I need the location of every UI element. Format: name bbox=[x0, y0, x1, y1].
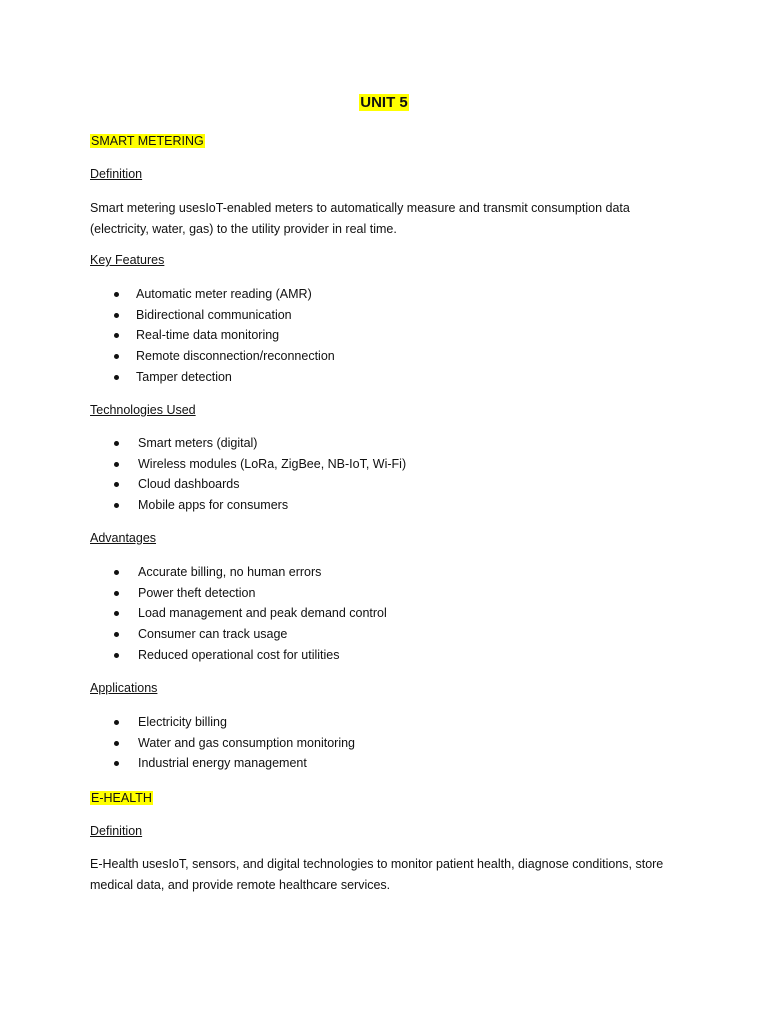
definition-line: Smart metering usesIoT-enabled meters to automatically measure and transmit consumption data bbox=[90, 201, 630, 215]
definition-line: E-Health usesIoT, sensors, and digital technologies to monitor patient health, diagnose conditions, store bbox=[90, 857, 664, 871]
bullet-icon bbox=[114, 292, 119, 297]
definition-paragraph bbox=[90, 854, 690, 895]
bullet-icon bbox=[114, 632, 119, 637]
subheading-definition: Definition bbox=[90, 824, 143, 838]
bullet-icon bbox=[114, 441, 119, 446]
bullet-icon bbox=[114, 761, 119, 766]
definition-line: (electricity, water, gas) to the utility provider in real time. bbox=[90, 221, 397, 236]
bullet-icon bbox=[114, 354, 119, 359]
subheading-definition: Definition bbox=[90, 167, 143, 181]
unit-title-text: UNIT 5 bbox=[360, 94, 408, 111]
section-heading-e-health bbox=[90, 789, 153, 807]
definition-paragraph bbox=[90, 198, 690, 239]
bullet-icon bbox=[114, 570, 119, 575]
subheading-advantages: Advantages bbox=[90, 531, 157, 545]
subheading-applications: Applications bbox=[90, 681, 158, 695]
bullet-icon bbox=[114, 462, 119, 467]
unit-title bbox=[0, 92, 768, 114]
bullet-icon bbox=[114, 653, 119, 658]
bullet-icon bbox=[114, 741, 119, 746]
bullet-icon bbox=[114, 591, 119, 596]
document-page: UNIT 5 SMART METERING Definition Smart metering usesIoT-enabled meters to automatically measure and transmit consumption data (electricity, water, gas) to the utility provider in real time. Key Features Automatic meter reading (AMR) Bidirectional communication Real-time data monitoring Remote disconnection/reconnection Tamper detection Technologies Used Smart meters (digital) Wireless modules (LoRa, ZigBee, NB-IoT, Wi-Fi) Cloud dashboards Mobile apps for consumers Advantages Accurate billing, no human errors Power theft detection Load management and peak demand control Consumer can track usage Reduced operational cost for utilities Applications Electricity billing Water and gas consumption monitoring Industrial energy management E-HEALTH Definition E-Health usesIoT, sensors, and digital technologies to monitor patient health, diagnose conditions, store medical data, and provide remote healthcare services. bbox=[0, 0, 768, 1024]
section-heading-e-health-text: E-HEALTH bbox=[91, 791, 152, 805]
bullet-icon bbox=[114, 313, 119, 318]
bullet-icon bbox=[114, 611, 119, 616]
bullet-icon bbox=[114, 375, 119, 380]
bullet-icon bbox=[114, 333, 119, 338]
bullet-icon bbox=[114, 482, 119, 487]
definition-line: medical data, and provide remote healthcare services. bbox=[90, 877, 391, 892]
section-heading-smart-metering bbox=[90, 132, 205, 150]
section-heading-smart-metering-text: SMART METERING bbox=[91, 134, 204, 148]
subheading-technologies-used: Technologies Used bbox=[90, 403, 196, 417]
subheading-key-features: Key Features bbox=[90, 253, 165, 267]
bullet-icon bbox=[114, 720, 119, 725]
bullet-icon bbox=[114, 503, 119, 508]
